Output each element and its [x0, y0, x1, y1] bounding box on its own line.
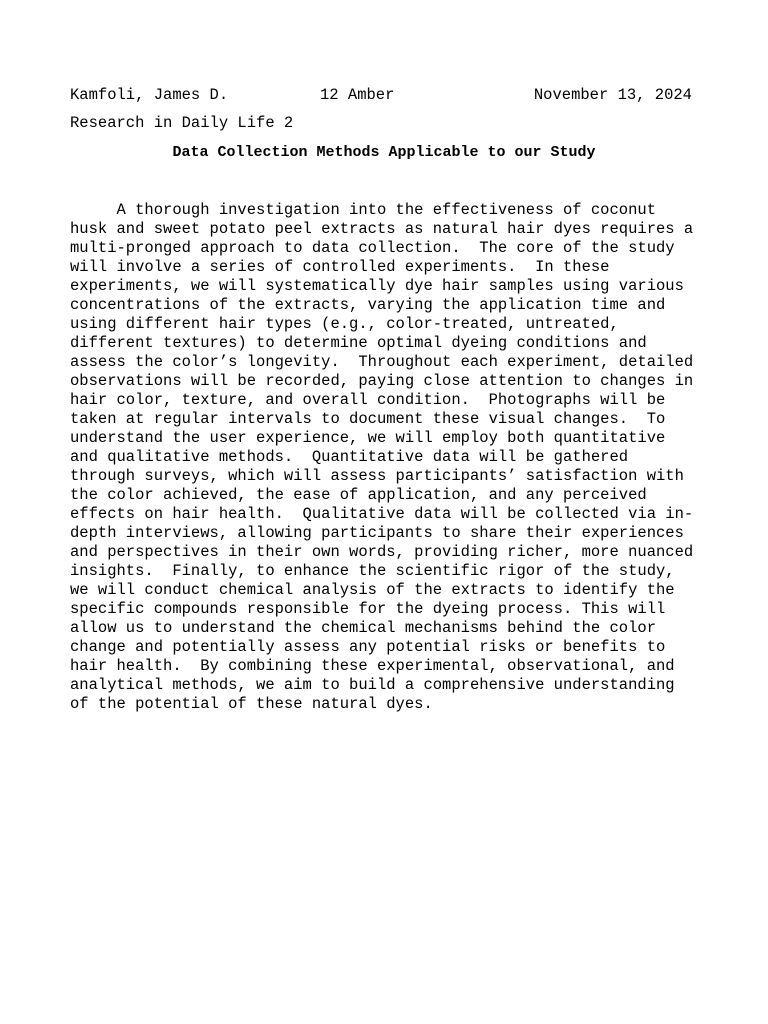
body-line: experiments, we will systematically dye hair samples using various [70, 277, 684, 295]
body-line: specific compounds responsible for the dyeing process. This will [70, 600, 666, 618]
document-title: Data Collection Methods Applicable to our Study [172, 144, 596, 161]
body-line: depth interviews, allowing participants to share their experiences [70, 524, 684, 542]
body-line: will involve a series of controlled experiments. In these [70, 258, 610, 276]
body-line: husk and sweet potato peel extracts as natural hair dyes requires a [70, 220, 694, 238]
body-line: hair health. By combining these experimental, observational, and [70, 657, 675, 675]
body-paragraph [70, 201, 710, 714]
body-line: and perspectives in their own words, providing richer, more nuanced [70, 543, 694, 561]
body-line: understand the user experience, we will employ both quantitative [70, 429, 666, 447]
header-row [70, 86, 692, 105]
body-line: analytical methods, we aim to build a comprehensive understanding [70, 676, 675, 694]
body-line: effects on hair health. Qualitative data will be collected via in- [70, 505, 694, 523]
section-name: 12 Amber [320, 86, 395, 104]
body-line: hair color, texture, and overall condition. Photographs will be [70, 391, 666, 409]
body-line: of the potential of these natural dyes. [70, 695, 433, 713]
document-date: November 13, 2024 [533, 86, 692, 104]
body-line: multi-pronged approach to data collection. The core of the study [70, 239, 675, 257]
author-name: Kamfoli, James D. [70, 86, 229, 104]
body-line: using different hair types (e.g., color-treated, untreated, [70, 315, 619, 333]
body-line: A thorough investigation into the effectiveness of coconut [70, 201, 656, 219]
body-line: and qualitative methods. Quantitative data will be gathered [70, 448, 629, 466]
body-line: different textures) to determine optimal dyeing conditions and [70, 334, 647, 352]
body-line: through surveys, which will assess participants’ satisfaction with [70, 467, 684, 485]
body-line: observations will be recorded, paying close attention to changes in [70, 372, 694, 390]
body-line: insights. Finally, to enhance the scientific rigor of the study, [70, 562, 675, 580]
body-line: we will conduct chemical analysis of the extracts to identify the [70, 581, 675, 599]
body-line: the color achieved, the ease of application, and any perceived [70, 486, 647, 504]
body-line: change and potentially assess any potential risks or benefits to [70, 638, 666, 656]
body-line: concentrations of the extracts, varying the application time and [70, 296, 666, 314]
body-line: allow us to understand the chemical mechanisms behind the color [70, 619, 656, 637]
body-line: assess the color’s longevity. Throughout each experiment, detailed [70, 353, 694, 371]
course-name: Research in Daily Life 2 [70, 114, 294, 132]
body-line: taken at regular intervals to document these visual changes. To [70, 410, 666, 428]
